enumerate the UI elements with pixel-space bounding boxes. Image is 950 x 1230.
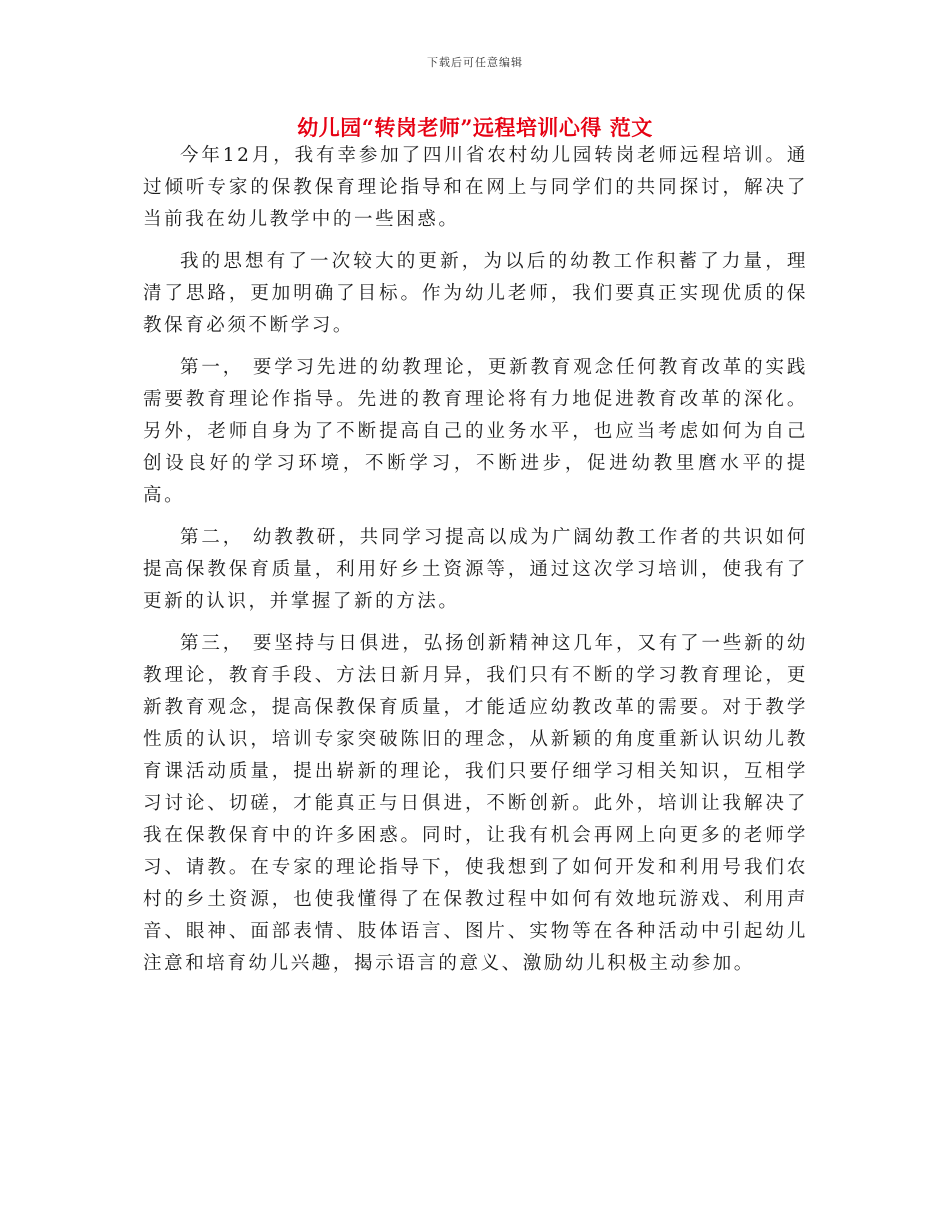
paragraph-second: 第二， 幼教教研，共同学习提高以成为广阔幼教工作者的共识如何提高保教保育质量，利用好乡土资源等，通过这次学习培训，使我有了更新的认识，并掌握了新的方法。 [143,527,808,612]
paragraph-thoughts: 我的思想有了一次较大的更新，为以后的幼教工作积蓄了力量，理清了思路，更加明确了目标。作为幼儿老师，我们要真正实现优质的保教保育必须不断学习。 [143,251,808,336]
header-note: 下载后可任意编辑 [427,56,523,69]
paragraph-first: 第一， 要学习先进的幼教理论，更新教育观念任何教育改革的实践需要教育理论作指导。先进的教育理论将有力地促进教育改革的深化。另外，老师自身为了不断提高自己的业务水平，也应当考虑如何为自己创设良好的学习环境，不断学习，不断进步，促进幼教里麿水平的提高。 [143,357,808,506]
paragraph-third: 第三， 要坚持与日俱进，弘扬创新精神这几年，又有了一些新的幼教理论，教育手段、方法日新月异，我们只有不断的学习教育理论，更新教育观念，提高保教保育质量，才能适应幼教改革的需要。对于教学性质的认识，培训专家突破陈旧的理念，从新颖的角度重新认识幼儿教育课活动质量，提出崭新的理论，我们只要仔细学习相关知识，互相学习讨论、切磋，才能真正与日俱进，不断创新。此外，培训让我解决了我在保教保育中的许多困惑。同时，让我有机会再网上向更多的老师学习、请教。在专家的理论指导下，使我想到了如何开发和利用号我们农村的乡土资源，也使我懂得了在保教过程中如何有效地玩游戏、利用声音、眼神、面部表情、肢体语言、图片、实物等在各种活动中引起幼儿注意和培育幼儿兴趣，揭示语言的意义、激励幼儿积极主动参加。 [143,633,808,974]
document-title: 幼儿园“转岗老师”远程培训心得 范文 [297,115,653,140]
document-body [143,140,808,990]
paragraph-intro: 今年12月，我有幸参加了四川省农村幼儿园转岗老师远程培训。通过倾听专家的保教保育理论指导和在网上与同学们的共同探讨，解决了当前我在幼儿教学中的一些困惑。 [143,145,808,230]
